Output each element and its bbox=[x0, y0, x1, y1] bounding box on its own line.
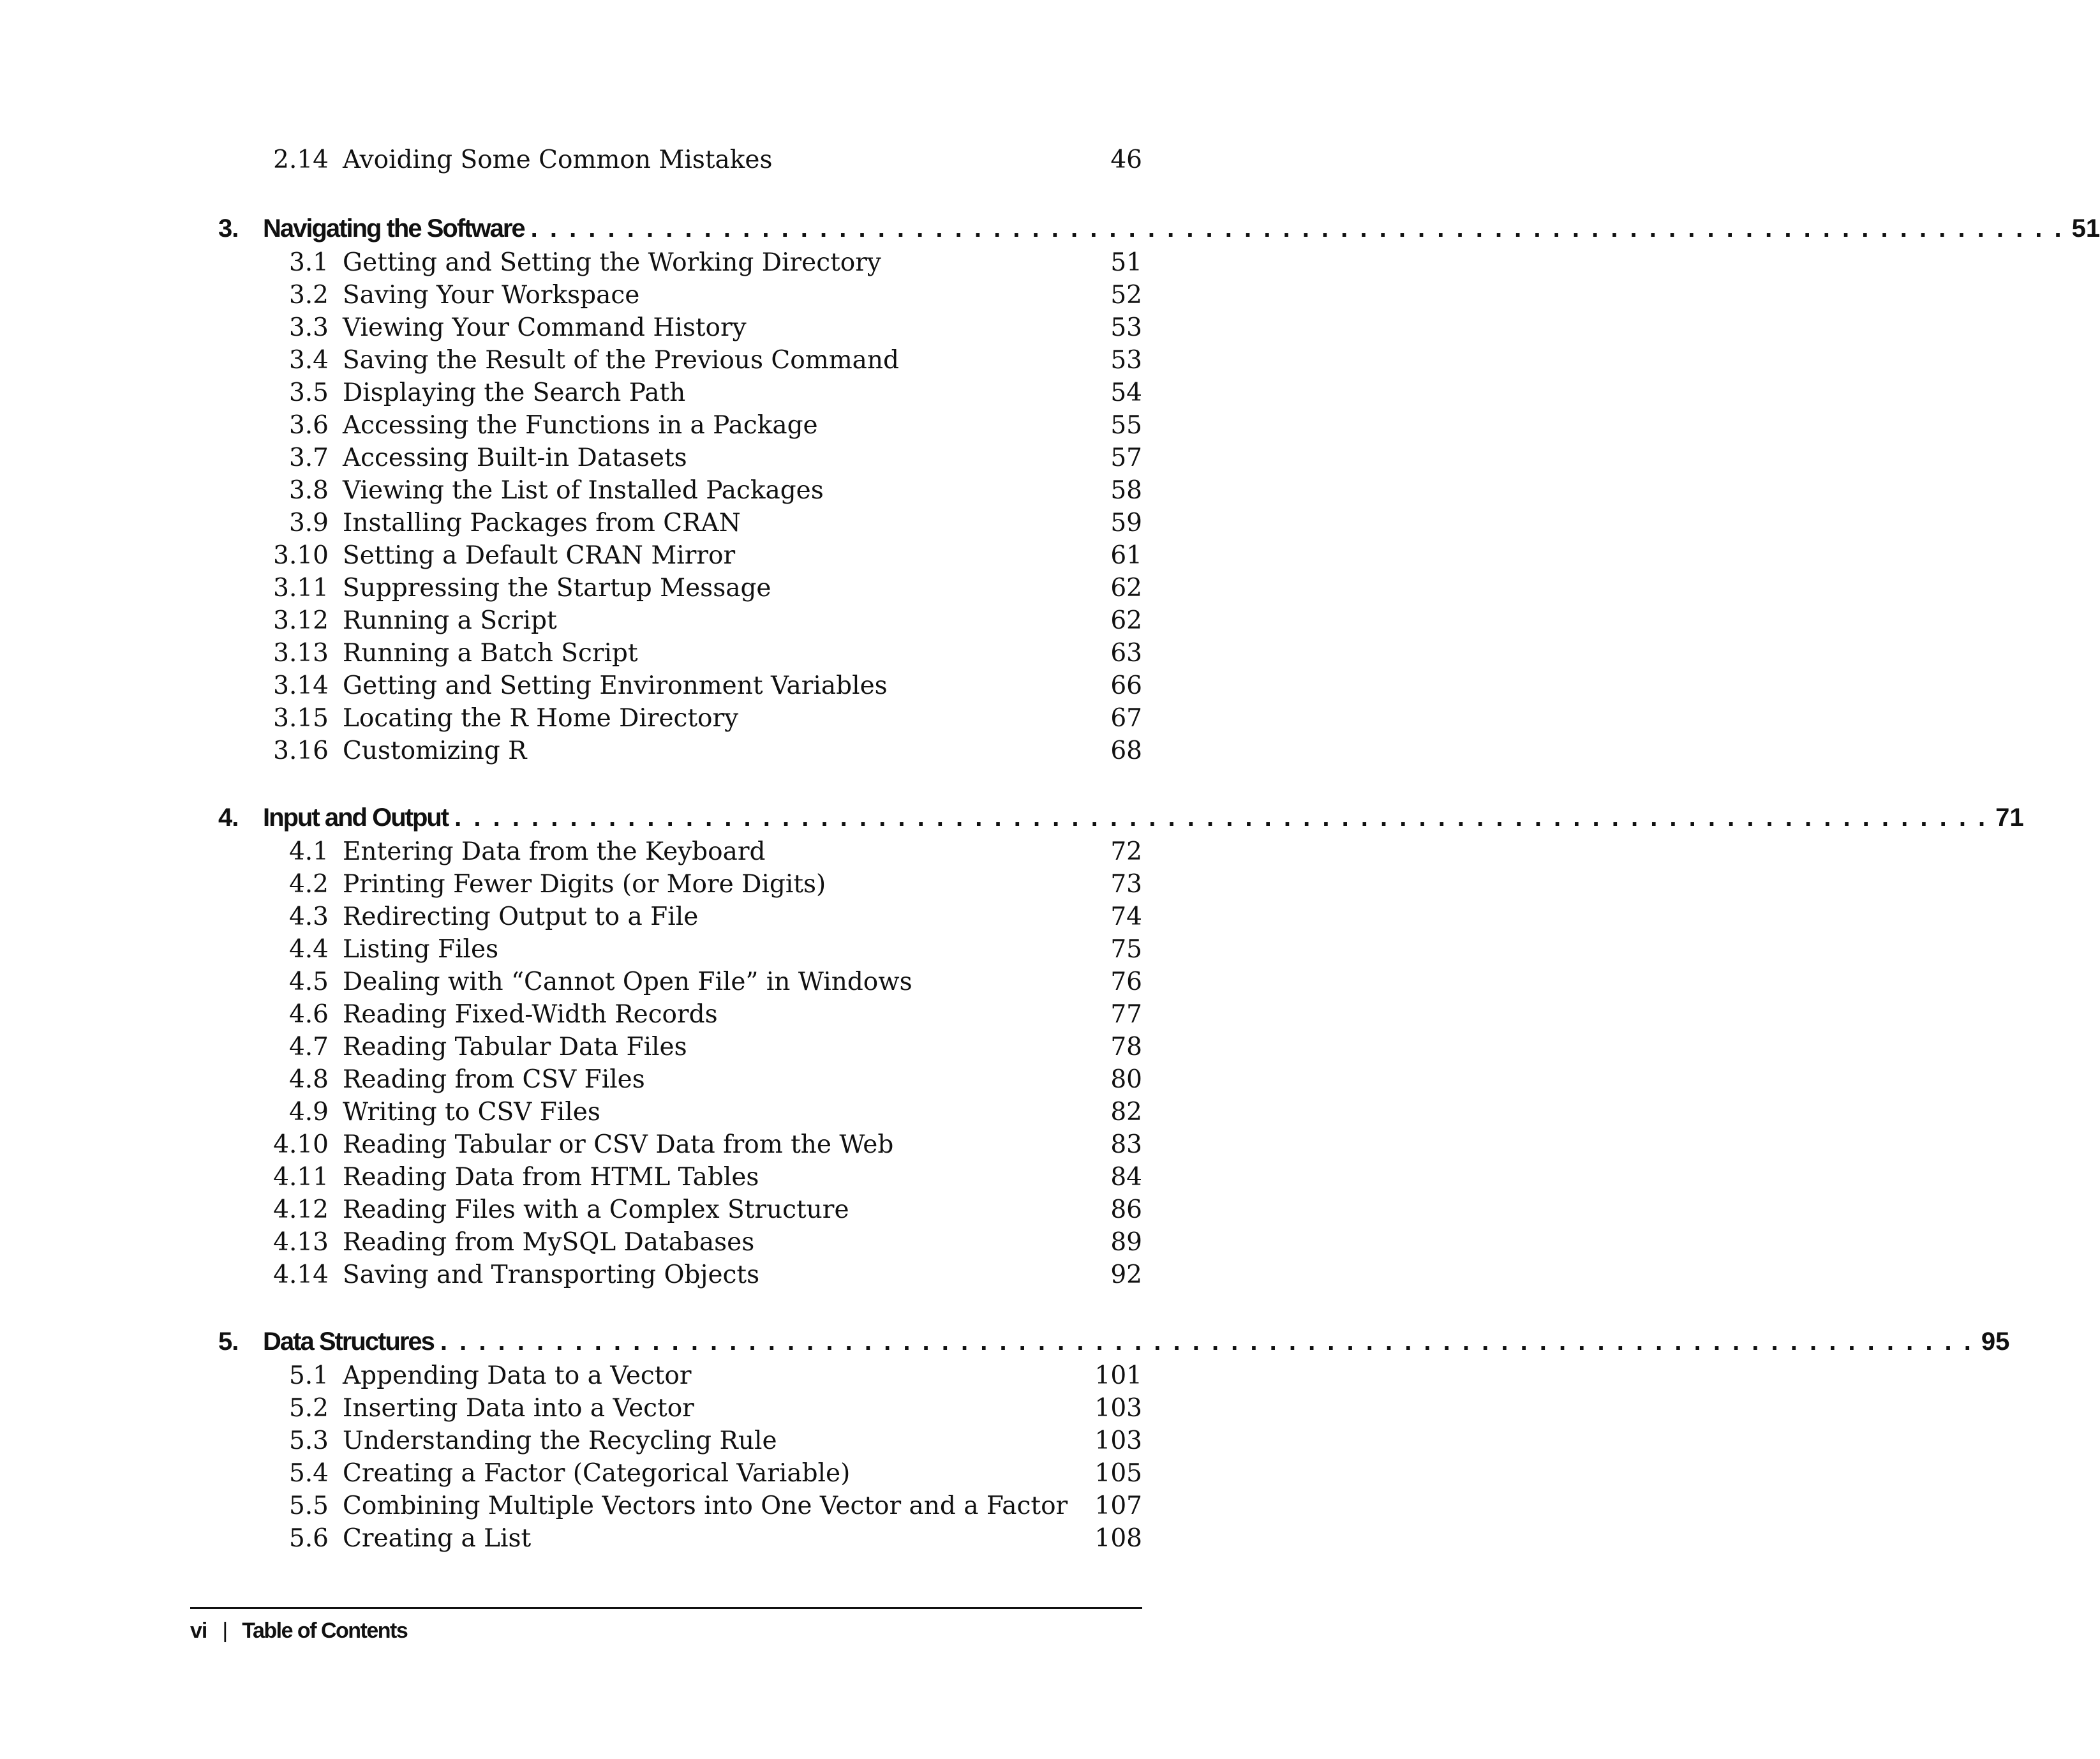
entry-title: Installing Packages from CRAN bbox=[343, 509, 741, 537]
entry-page: 75 bbox=[1110, 935, 1142, 964]
entry-number: 3.5 bbox=[288, 378, 329, 407]
entry-page: 52 bbox=[1110, 281, 1142, 310]
toc-entry[interactable] bbox=[0, 1128, 1340, 1161]
entry-page: 53 bbox=[1110, 313, 1142, 342]
chapter-number: 4. bbox=[218, 804, 239, 832]
toc-entry[interactable] bbox=[0, 1194, 1340, 1226]
toc-entry[interactable] bbox=[0, 1522, 1340, 1555]
entry-number: 5.4 bbox=[288, 1459, 329, 1488]
entry-title: Customizing R bbox=[343, 737, 527, 765]
toc-entry[interactable] bbox=[0, 735, 1340, 767]
toc-entry[interactable] bbox=[0, 1259, 1340, 1291]
entry-title: Appending Data to a Vector bbox=[343, 1361, 692, 1390]
entry-title: Understanding the Recycling Rule bbox=[343, 1426, 777, 1455]
chapter-heading[interactable] bbox=[0, 800, 2024, 835]
entry-page: 59 bbox=[1110, 509, 1142, 537]
entry-number: 4.12 bbox=[273, 1195, 329, 1224]
entry-page: 51 bbox=[1110, 248, 1142, 277]
toc-entry[interactable] bbox=[0, 1161, 1340, 1194]
toc-entry[interactable] bbox=[0, 409, 1340, 442]
entry-page: 101 bbox=[1094, 1361, 1142, 1390]
chapter-3-entries bbox=[0, 246, 1340, 767]
toc-entry[interactable] bbox=[0, 670, 1340, 702]
entry-number: 3.2 bbox=[288, 281, 329, 310]
entry-number: 4.13 bbox=[273, 1228, 329, 1257]
entry-number: 3.7 bbox=[288, 444, 329, 472]
toc-entry[interactable] bbox=[0, 702, 1340, 735]
chapter-title: Data Structures bbox=[263, 1328, 434, 1356]
entry-page: 92 bbox=[1110, 1261, 1142, 1289]
entry-title: Avoiding Some Common Mistakes bbox=[343, 146, 773, 174]
chapter-title: Navigating the Software bbox=[263, 214, 525, 243]
toc-entry[interactable] bbox=[0, 507, 1340, 539]
chapter-3-section bbox=[0, 211, 2100, 767]
entry-title: Inserting Data into a Vector bbox=[343, 1394, 694, 1423]
entry-number: 3.16 bbox=[273, 737, 329, 765]
toc-entry[interactable] bbox=[0, 868, 1340, 901]
entry-title: Locating the R Home Directory bbox=[343, 704, 739, 733]
chapter-number: 3. bbox=[218, 214, 239, 243]
toc-entry[interactable] bbox=[0, 1031, 1340, 1063]
entry-title: Reading Data from HTML Tables bbox=[343, 1163, 759, 1192]
entry-title: Creating a Factor (Categorical Variable) bbox=[343, 1459, 851, 1488]
entry-page: 80 bbox=[1110, 1065, 1142, 1094]
dot-leader: . . . . . . . . . . . . . . . . . . . . . . . . . . . . . . . . . . . . . . . . . . . . . . . . . . . . . . . . . . . . . . . . . . . . . . . . . . . . . . . . bbox=[440, 1328, 1974, 1356]
page-footer bbox=[190, 1616, 407, 1645]
toc-entry[interactable] bbox=[0, 1392, 1340, 1425]
entry-title: Getting and Setting Environment Variables bbox=[343, 671, 888, 700]
entry-number: 5.3 bbox=[288, 1426, 329, 1455]
toc-entry[interactable] bbox=[0, 539, 1340, 572]
chapter-leader-row bbox=[263, 1324, 2010, 1359]
entry-page: 84 bbox=[1110, 1163, 1142, 1192]
chapter-heading[interactable] bbox=[0, 211, 2100, 246]
entry-number: 3.9 bbox=[288, 509, 329, 537]
entry-number: 4.9 bbox=[288, 1098, 329, 1127]
entry-title: Displaying the Search Path bbox=[343, 378, 686, 407]
entry-title: Getting and Setting the Working Directory bbox=[343, 248, 881, 277]
entry-title: Reading Tabular Data Files bbox=[343, 1033, 687, 1061]
entry-page: 83 bbox=[1110, 1130, 1142, 1159]
toc-entry[interactable] bbox=[0, 474, 1340, 507]
entry-title: Reading from MySQL Databases bbox=[343, 1228, 755, 1257]
chapter-number: 5. bbox=[218, 1328, 239, 1356]
entry-title: Entering Data from the Keyboard bbox=[343, 837, 766, 866]
entry-page: 63 bbox=[1110, 639, 1142, 668]
entry-number: 4.5 bbox=[288, 968, 329, 996]
entry-title: Listing Files bbox=[343, 935, 499, 964]
entry-number: 4.6 bbox=[288, 1000, 329, 1029]
entry-title: Saving and Transporting Objects bbox=[343, 1261, 760, 1289]
toc-entry[interactable] bbox=[0, 144, 1340, 176]
entry-title: Reading Tabular or CSV Data from the Web bbox=[343, 1130, 894, 1159]
toc-entry[interactable] bbox=[0, 572, 1340, 604]
dot-leader: . . . . . . . . . . . . . . . . . . . . . . . . . . . . . . . . . . . . . . . . . . . . . . . . . . . . . . . . . . . . . . . . . . . . . . . . . . . . . . . . bbox=[454, 804, 1988, 832]
dot-leader: . . . . . . . . . . . . . . . . . . . . . . . . . . . . . . . . . . . . . . . . . . . . . . . . . . . . . . . . . . . . . . . . . . . . . . . . . . . . . . . . bbox=[530, 214, 2064, 243]
entry-number: 3.10 bbox=[273, 541, 329, 570]
entry-page: 58 bbox=[1110, 476, 1142, 505]
toc-entry[interactable] bbox=[0, 1490, 1340, 1522]
entry-title: Suppressing the Startup Message bbox=[343, 574, 771, 603]
entry-page: 77 bbox=[1110, 1000, 1142, 1029]
entry-number: 5.2 bbox=[288, 1394, 329, 1423]
entry-title: Saving Your Workspace bbox=[343, 281, 640, 310]
entry-number: 3.12 bbox=[273, 606, 329, 635]
entry-page: 67 bbox=[1110, 704, 1142, 733]
chapter-leader-row bbox=[263, 211, 2100, 246]
entry-title: Reading Fixed-Width Records bbox=[343, 1000, 718, 1029]
toc-entry[interactable] bbox=[0, 637, 1340, 670]
running-title: Table of Contents bbox=[242, 1619, 408, 1643]
toc-entry[interactable] bbox=[0, 998, 1340, 1031]
footer-separator: | bbox=[222, 1619, 228, 1643]
chapter-5-section bbox=[0, 1324, 2010, 1555]
entry-number: 3.13 bbox=[273, 639, 329, 668]
toc-entry[interactable] bbox=[0, 1457, 1340, 1490]
entry-title: Viewing the List of Installed Packages bbox=[343, 476, 824, 505]
chapter-5-entries bbox=[0, 1359, 1340, 1555]
entry-number: 4.7 bbox=[288, 1033, 329, 1061]
entry-number: 3.14 bbox=[273, 671, 329, 700]
entry-page: 105 bbox=[1094, 1459, 1142, 1488]
entry-page: 54 bbox=[1110, 378, 1142, 407]
entry-title: Reading from CSV Files bbox=[343, 1065, 645, 1094]
entry-page: 76 bbox=[1110, 968, 1142, 996]
toc-entry[interactable] bbox=[0, 901, 1340, 933]
entry-page: 68 bbox=[1110, 737, 1142, 765]
entry-number: 3.4 bbox=[288, 346, 329, 375]
footer-rule bbox=[190, 1607, 1142, 1609]
chapter-4-section bbox=[0, 800, 2024, 1291]
toc-entry[interactable] bbox=[0, 279, 1340, 311]
entry-number: 3.8 bbox=[288, 476, 329, 505]
entry-page: 107 bbox=[1094, 1492, 1142, 1520]
entry-page: 62 bbox=[1110, 574, 1142, 603]
entry-number: 3.3 bbox=[288, 313, 329, 342]
chapter-page: 95 bbox=[1981, 1328, 2010, 1356]
entry-page: 74 bbox=[1110, 902, 1142, 931]
entry-title: Accessing Built-in Datasets bbox=[343, 444, 687, 472]
entry-number: 4.14 bbox=[273, 1261, 329, 1289]
entry-number: 4.8 bbox=[288, 1065, 329, 1094]
toc-entry[interactable] bbox=[0, 1359, 1340, 1392]
entry-page: 53 bbox=[1110, 346, 1142, 375]
entry-title: Setting a Default CRAN Mirror bbox=[343, 541, 736, 570]
entry-title: Dealing with “Cannot Open File” in Windows bbox=[343, 968, 912, 996]
entry-number: 3.11 bbox=[273, 574, 329, 603]
entry-page: 103 bbox=[1094, 1394, 1142, 1423]
toc-entry[interactable] bbox=[0, 966, 1340, 998]
entry-page: 66 bbox=[1110, 671, 1142, 700]
toc-entry[interactable] bbox=[0, 246, 1340, 279]
toc-entry[interactable] bbox=[0, 1425, 1340, 1457]
chapter-leader-row bbox=[263, 800, 2024, 835]
chapter-4-entries bbox=[0, 835, 1340, 1291]
entry-number: 4.3 bbox=[288, 902, 329, 931]
entry-page: 103 bbox=[1094, 1426, 1142, 1455]
entry-title: Running a Script bbox=[343, 606, 557, 635]
chapter-page: 71 bbox=[1995, 804, 2024, 832]
entry-page: 62 bbox=[1110, 606, 1142, 635]
entry-number: 4.2 bbox=[288, 870, 329, 899]
toc-entry[interactable] bbox=[0, 1226, 1340, 1259]
toc-entry[interactable] bbox=[0, 835, 1340, 868]
entry-page: 73 bbox=[1110, 870, 1142, 899]
chapter-title: Input and Output bbox=[263, 804, 449, 832]
entry-title: Viewing Your Command History bbox=[343, 313, 747, 342]
toc-entry[interactable] bbox=[0, 442, 1340, 474]
entry-page: 78 bbox=[1110, 1033, 1142, 1061]
entry-title: Accessing the Functions in a Package bbox=[343, 411, 818, 440]
toc-entry[interactable] bbox=[0, 311, 1340, 344]
entry-title: Redirecting Output to a File bbox=[343, 902, 699, 931]
entry-number: 5.6 bbox=[288, 1524, 329, 1553]
entry-title: Combining Multiple Vectors into One Vector and a Factor bbox=[343, 1492, 1068, 1520]
entry-number: 4.1 bbox=[288, 837, 329, 866]
toc-entry[interactable] bbox=[0, 933, 1340, 966]
toc-entry[interactable] bbox=[0, 604, 1340, 637]
entry-number: 3.15 bbox=[273, 704, 329, 733]
entry-page: 55 bbox=[1110, 411, 1142, 440]
entry-title: Running a Batch Script bbox=[343, 639, 638, 668]
entry-number: 4.11 bbox=[273, 1163, 329, 1192]
chapter-page: 51 bbox=[2071, 214, 2100, 243]
entry-page: 61 bbox=[1110, 541, 1142, 570]
entry-number: 2.14 bbox=[273, 146, 329, 174]
entry-title: Writing to CSV Files bbox=[343, 1098, 600, 1127]
entry-number: 3.6 bbox=[288, 411, 329, 440]
entry-number: 3.1 bbox=[288, 248, 329, 277]
entry-page: 86 bbox=[1110, 1195, 1142, 1224]
entry-title: Printing Fewer Digits (or More Digits) bbox=[343, 870, 826, 899]
page-folio: vi bbox=[190, 1619, 207, 1643]
entry-page: 108 bbox=[1094, 1524, 1142, 1553]
entry-page: 89 bbox=[1110, 1228, 1142, 1257]
entry-number: 4.4 bbox=[288, 935, 329, 964]
entry-title: Saving the Result of the Previous Command bbox=[343, 346, 900, 375]
entry-number: 4.10 bbox=[273, 1130, 329, 1159]
entry-title: Reading Files with a Complex Structure bbox=[343, 1195, 849, 1224]
toc-entry[interactable] bbox=[0, 344, 1340, 377]
toc-entry[interactable] bbox=[0, 1096, 1340, 1128]
chapter-2-continuation bbox=[0, 144, 1340, 176]
entry-number: 5.1 bbox=[288, 1361, 329, 1390]
toc-entry[interactable] bbox=[0, 377, 1340, 409]
chapter-heading[interactable] bbox=[0, 1324, 2010, 1359]
entry-page: 46 bbox=[1110, 146, 1142, 174]
entry-title: Creating a List bbox=[343, 1524, 532, 1553]
entry-page: 57 bbox=[1110, 444, 1142, 472]
toc-entry[interactable] bbox=[0, 1063, 1340, 1096]
entry-number: 5.5 bbox=[288, 1492, 329, 1520]
entry-page: 82 bbox=[1110, 1098, 1142, 1127]
entry-page: 72 bbox=[1110, 837, 1142, 866]
